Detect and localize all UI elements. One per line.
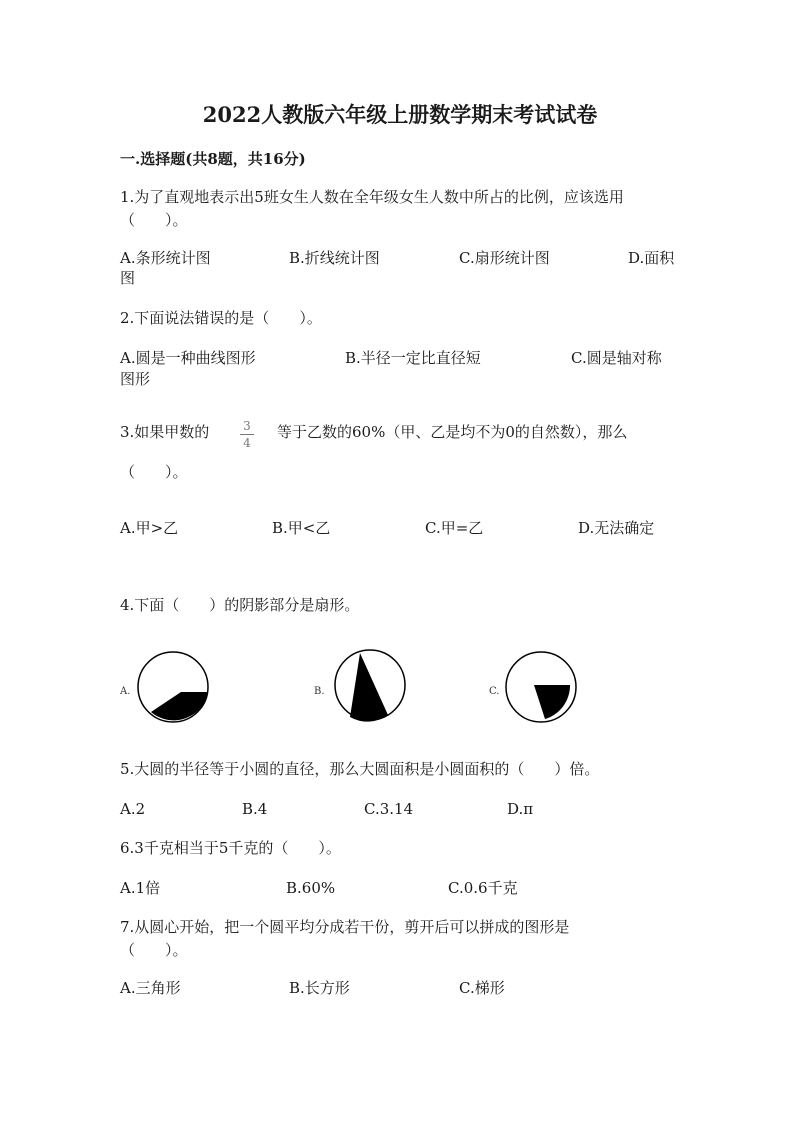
question-1-option-c: C.扇形统计图	[459, 249, 550, 267]
question-5-option-d: D.π	[507, 800, 534, 818]
question-1-option-b: B.折线统计图	[289, 249, 380, 267]
question-5-option-a: A.2	[120, 800, 146, 818]
question-6-option-a: A.1倍	[120, 879, 161, 897]
figure-b-label: B.	[314, 686, 325, 697]
question-5-option-b: B.4	[242, 800, 268, 818]
question-2-stem: 2.下面说法错误的是（ ）。	[120, 309, 322, 327]
section-heading: 一.选择题(共8题，共16分)	[120, 150, 306, 168]
question-7-option-a: A.三角形	[120, 979, 181, 997]
fraction-denominator: 4	[243, 436, 251, 450]
question-7-stem-cont: （ ）。	[120, 941, 188, 959]
question-3-option-b: B.甲<乙	[272, 519, 331, 537]
figure-a-label: A.	[120, 686, 131, 697]
question-2-option-b: B.半径一定比直径短	[345, 349, 481, 367]
question-2-option-c: C.圆是轴对称	[571, 349, 662, 367]
question-7-option-c: C.梯形	[459, 979, 505, 997]
question-3-option-c: C.甲=乙	[425, 519, 484, 537]
fraction-bar	[240, 434, 254, 435]
page-title: 2022人教版六年级上册数学期末考试试卷	[202, 102, 598, 127]
question-3-stem-cont: （ ）。	[120, 463, 188, 481]
question-6-stem: 6.3千克相当于5千克的（ ）。	[120, 839, 341, 857]
question-6-option-c: C.0.6千克	[448, 879, 518, 897]
question-1-option-a: A.条形统计图	[120, 249, 211, 267]
figure-a-circle	[136, 650, 210, 724]
question-4-stem: 4.下面（ ）的阴影部分是扇形。	[120, 596, 360, 614]
question-2-option-c-wrap: 图形	[120, 370, 151, 388]
question-3-stem-start: 3.如果甲数的	[120, 423, 210, 441]
question-7-option-b: B.长方形	[289, 979, 350, 997]
figure-c-label: C.	[489, 686, 500, 697]
figure-c-circle	[504, 650, 578, 724]
fraction-three-quarters	[240, 419, 254, 450]
question-3-stem-end: 等于乙数的60%（甲、乙是均不为0的自然数），那么	[277, 423, 628, 441]
fraction-numerator: 3	[243, 419, 251, 433]
question-3-option-d: D.无法确定	[578, 519, 655, 537]
question-1-option-d: D.面积	[628, 249, 675, 267]
question-6-option-b: B.60%	[286, 879, 336, 897]
question-2-option-a: A.圆是一种曲线图形	[120, 349, 256, 367]
question-1-option-d-wrap: 图	[120, 269, 136, 287]
question-3-option-a: A.甲>乙	[120, 519, 179, 537]
question-5-stem: 5.大圆的半径等于小圆的直径，那么大圆面积是小圆面积的（ ）倍。	[120, 760, 600, 778]
question-1-stem: 1.为了直观地表示出5班女生人数在全年级女生人数中所占的比例，应该选用	[120, 188, 624, 206]
question-1-stem-cont: （ ）。	[120, 211, 188, 229]
figure-b-circle	[330, 648, 410, 722]
question-7-stem: 7.从圆心开始，把一个圆平均分成若干份，剪开后可以拼成的图形是	[120, 918, 570, 936]
question-5-option-c: C.3.14	[364, 800, 414, 818]
